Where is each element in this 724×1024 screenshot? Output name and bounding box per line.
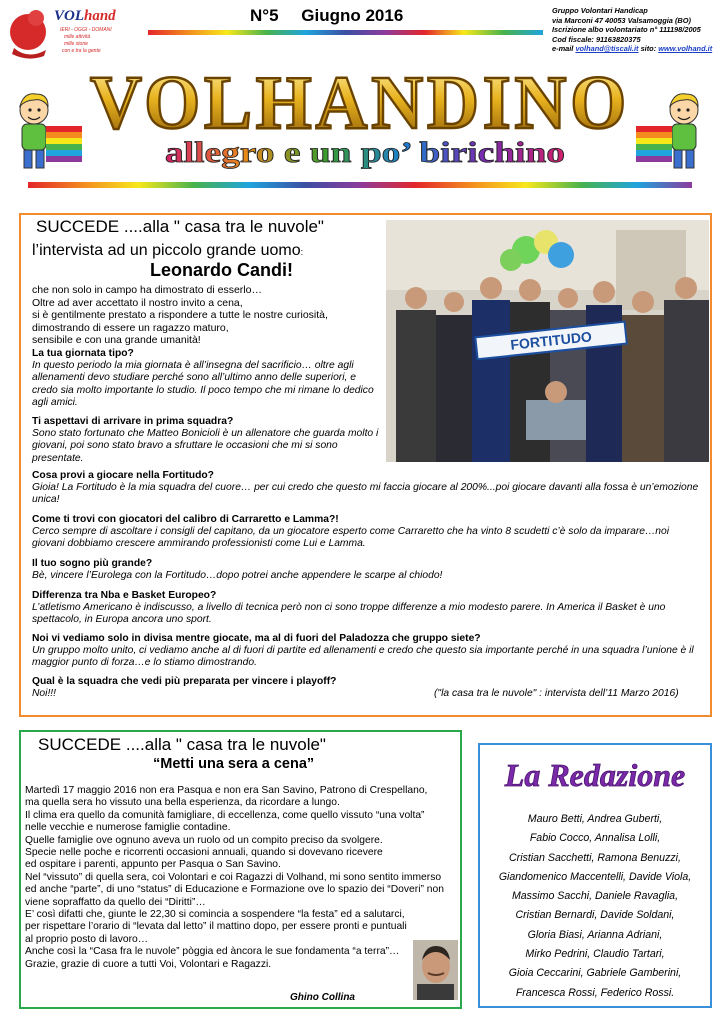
org-line: Gruppo Volontari Handicap [552, 6, 648, 15]
article1-heading: SUCCEDE ....alla " casa tra le nuvole" [36, 217, 324, 236]
intro-line: che non solo in campo ha dimostrato di esserlo… [32, 284, 262, 296]
qa-question: Cosa provi a giocare nella Fortitudo? [32, 470, 214, 481]
qa-answer: Un gruppo molto unito, ci vediamo anche al di fuori di partite ed allenamenti e credo che questo sia importante perché in una squadra l’unione è il maggior punto di forza…e lo stiamo dimostrando. [32, 645, 694, 669]
body-line: Grazie, grazie di cuore a tutti Voi, Volontari e Ragazzi. [25, 958, 272, 970]
qa-item [32, 558, 702, 582]
redazione-title [478, 752, 712, 798]
body-line: Specie nelle poche e ricorrenti occasioni annuali, quando si dovevano ricevere [25, 847, 383, 859]
rainbow-divider-bottom [28, 182, 692, 188]
member-line: Francesca Rossi, Federico Rossi. [515, 986, 675, 999]
article1-subheading-text: l’intervista ad un piccolo grande uomo [32, 242, 301, 259]
article2-subheading: “Metti una sera a cena” [153, 756, 315, 772]
intro-line: si è gentilmente prestato a rispondere a tutte le nostre curiosità, [32, 309, 328, 322]
qa-answer: In questo periodo la mia giornata è all’insegna del sacrificio… oltre agli allenamenti devo studiare perché sono all’ultimo anno delle superiori, e credo sia molto importante lo studio. Il poco tempo che mi rimane lo dedico agli amici. [32, 360, 374, 408]
interviewee-name: Leonardo Candi! [150, 260, 293, 280]
member-line: Giandomenico Maccentelli, Davide Viola, [498, 870, 692, 883]
member-line: Massimo Sacchi, Daniele Ravaglia, [511, 890, 679, 903]
logo-tagline-2: mille attività [64, 34, 91, 40]
body-line: Martedì 17 maggio 2016 non era Pasqua e non era San Savino, Patrono di Crespellano, [25, 785, 428, 796]
article1-subheading [32, 242, 303, 260]
redazione-members [478, 810, 712, 1003]
intro-line: dimostrando di essere un ragazzo maturo, [32, 321, 229, 334]
body-line: Anche così la “Casa fra le nuvole” pòggia ed àncora le sue fondamenta “a terra”… [25, 946, 400, 958]
masthead-title-text: VOLHANDINO [90, 61, 630, 145]
volhand-logo [6, 4, 146, 62]
qa-item [32, 348, 380, 409]
intro-line: Oltre ad aver accettato il nostro invito a cena, [32, 296, 243, 309]
qa-answer: Sono stato fortunato che Matteo Bonicioli è un allenatore che guarda molto i giovani, poi sono stato bravo a sfruttare le occasioni che mi si sono presentate. [32, 428, 379, 464]
qa-answer: Cerco sempre di ascoltare i consigli del capitano, da un giocatore esperto come Carraretto che ha vinto 8 scudetti c’è solo da imparare…noi giovani dobbiamo crescere ammirando professionisti come Lui e Lamma. [32, 526, 670, 550]
qa-item [32, 514, 702, 551]
qa-question: La tua giornata tipo? [32, 348, 134, 359]
issue-date: Giugno 2016 [301, 6, 404, 25]
member-line: Mirko Pedrini, Claudio Tartari, [525, 948, 665, 961]
rainbow-divider-top [148, 30, 543, 35]
body-line: ed anche “parte”, di uno “status” di Educazione e Formazione ove lo spazio dei “Doveri” non [25, 884, 444, 896]
qa-item [32, 590, 702, 627]
qa-question: Differenza tra Nba e Basket Europeo? [32, 590, 217, 601]
body-line: per rispettare l’orario di “levata dal letto” il mattino dopo, per essere pronti e puntuali [25, 921, 407, 933]
member-line: Cristian Bernardi, Davide Soldani, [515, 909, 675, 922]
qa-item [32, 416, 380, 465]
qa-question: Come ti trovi con giocatori del calibro di Carraretto e Lamma?! [32, 514, 339, 525]
interview-credit: ("la casa tra le nuvole" : intervista dell’11 Marzo 2016) [434, 688, 679, 699]
body-line: nelle vecchie e numerose famiglie contadine. [25, 822, 231, 834]
article2-signature: Ghino Collina [290, 992, 355, 1003]
qa-question: Il tuo sogno più grande? [32, 558, 153, 569]
qa-item [32, 470, 702, 507]
qa-question: Qual è la squadra che vedi più preparata per vincere i playoff? [32, 676, 337, 687]
svg-text:VOLhand: VOLhand [54, 8, 116, 24]
org-line: Iscrizione albo volontariato n° 111198/2005 [552, 25, 701, 35]
qa-answer: L’atletismo Americano è indiscusso, a livello di tecnica però non ci sono troppe differenze a mio modesto parere. In America il Basket è uno spettacolo, in Europa ancora uno sport. [32, 602, 666, 626]
qa-answer: Bè, vincere l’Eurolega con la Fortitudo…dopo potrei anche appendere le scarpe al chiodo! [32, 570, 443, 582]
site-label: sito: [640, 44, 657, 54]
qa-question: Noi vi vediamo solo in divisa mentre giocate, ma al di fuori del Paladozza che gruppo siete? [32, 633, 481, 644]
member-line: Gloria Biasi, Arianna Adriani, [527, 928, 663, 941]
body-line: Il clima era quello da comunità famigliare, di eccellenza, come quello vissuto “una volta” [25, 809, 425, 821]
issue-info [250, 6, 460, 26]
member-line: Fabio Cocco, Annalisa Lolli, [529, 832, 661, 845]
org-line: Cod fiscale: 91163820375 [552, 34, 641, 44]
author-portrait [413, 940, 458, 1000]
masthead-subtitle-text: allegro e un po’ birichino [165, 136, 565, 169]
member-line: Gioia Ceccarini, Gabriele Gamberini, [508, 967, 682, 980]
article2-heading: SUCCEDE ....alla " casa tra le nuvole" [38, 735, 326, 754]
redazione-title-text: La Redazione [504, 757, 686, 793]
body-line: viene sopraffatto da quello dei “Diritti”… [25, 896, 206, 908]
mascot-right-icon [632, 88, 712, 176]
issue-number: N°5 [250, 6, 279, 25]
org-info [552, 6, 722, 54]
member-line: Mauro Betti, Andrea Guberti, [527, 813, 663, 825]
email-link[interactable]: volhand@tiscali.it [575, 44, 639, 54]
intro-line: sensibile e con una grande umanità! [32, 334, 201, 347]
member-line: Cristian Sacchetti, Ramona Benuzzi, [509, 851, 681, 864]
scarf-text: FORTITUDO [509, 328, 593, 353]
body-line: ma quella sera ho vissuto una bella esperienza, da ricordare a lungo. [25, 797, 340, 809]
article1-intro [32, 284, 377, 347]
masthead-subtitle [155, 132, 575, 172]
body-line: E’ così difatti che, giunte le 22,30 si comincia a sospendere “la festa” ed a salutarci, [25, 909, 405, 921]
article2-body [25, 785, 460, 971]
body-line: al proprio posto di lavoro… [25, 933, 149, 945]
email-label: e-mail [552, 44, 574, 54]
org-contacts [552, 44, 722, 54]
body-line: Quelle famiglie ove ognuno aveva un ruolo od un compito preciso da svolgere. [25, 834, 383, 846]
logo-tagline-3: mille storie [64, 41, 88, 47]
article1-subheading-colon: : [300, 247, 304, 257]
qa-answer: Gioia! La Fortitudo è la mia squadra del cuore… per cui credo che questo mi faccia giocare al 200%...poi giocare davanti alla fossa è un’emozione unica! [32, 482, 699, 506]
org-line: via Marconi 47 40053 Valsamoggia (BO) [552, 15, 691, 25]
body-line: Nel “vissuto” di quella sera, coi Volontari e coi Ragazzi di Volhand, mi sono sentito immerso [25, 871, 442, 883]
group-photo [386, 220, 709, 462]
mascot-left-icon [6, 88, 86, 176]
logo-tagline-1: IERI - OGGI - DOMANI [60, 27, 112, 33]
qa-question: Ti aspettavi di arrivare in prima squadra? [32, 416, 234, 427]
logo-tagline-4: con e tra la gente [62, 48, 101, 54]
qa-item [32, 633, 702, 670]
qa-answer: Noi!!! [32, 688, 57, 700]
site-link[interactable]: www.volhand.it [658, 44, 713, 54]
body-line: ed ospitare i parenti, appunto per Pasqua o San Savino. [25, 859, 281, 871]
